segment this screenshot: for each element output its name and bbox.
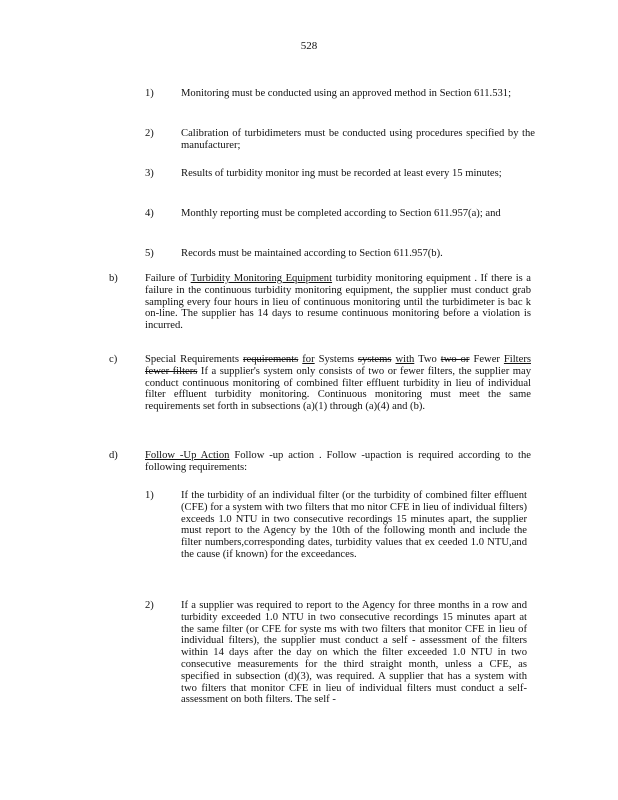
deleted-text: two or bbox=[440, 354, 470, 365]
list-item-number: 5) bbox=[145, 248, 154, 259]
section-d-text: Follow -Up Action Follow -up action . Follow -upaction is required according to the following requirements: bbox=[145, 450, 531, 473]
inserted-text: with bbox=[395, 354, 415, 365]
deleted-text: fewer filters bbox=[145, 365, 198, 377]
page-number: 528 bbox=[300, 40, 318, 52]
section-d-number: d) bbox=[109, 450, 118, 461]
inserted-text: Turbidity Monitoring Equipment bbox=[190, 273, 333, 284]
list-item-text: Monthly reporting must be completed according to Section 611.957(a); and bbox=[181, 208, 501, 219]
inserted-text: Follow -Up Action bbox=[145, 450, 230, 461]
section-c-number: c) bbox=[109, 354, 118, 365]
list-item-number: 2) bbox=[145, 128, 154, 139]
section-b-number: b) bbox=[109, 273, 118, 284]
deleted-text: requirements bbox=[242, 354, 299, 365]
list-item-number: 2) bbox=[145, 600, 154, 611]
list-item-number: 4) bbox=[145, 208, 154, 219]
list-item-number: 1) bbox=[145, 88, 154, 99]
list-item-text: Results of turbidity monitor ing must be recorded at least every 15 minutes; bbox=[181, 168, 502, 179]
inserted-text: Filters bbox=[503, 354, 531, 365]
list-item-text: If a supplier was required to report to the Agency for three months in a row and turbidity exceeded 1.0 NTU in two consecutive recordings 15 minutes apart at the same filter (or CFE for syste ms with two filters that monitor CFE in lieu of individual filters), the supplier must conduct a self - assessment of the filters within 14 days after the day on which the filter exceeded 1.0 NTU in two consecutive measurements for the third straight month, unless a CFE, as specified in subsection (d)(3), was required. A supplier that has a system with two filters that monitor CFE in lieu of individual filters must conduct a self-assessment on both filters. The self - bbox=[181, 600, 527, 706]
list-item-number: 3) bbox=[145, 168, 154, 179]
section-c-text: Special Requirements requirements for Systems systems with Two two or Fewer Filters fewer filters If a supplier's system only consists of two or fewer filters, the supplier may conduct continuous monitoring of combined filter effluent turbidity in lieu of individual filter effluent turbidity monitoring. Continuous monitoring must meet the same requirements set forth in subsections (a)(1) through (a)(4) and (b). bbox=[145, 354, 532, 413]
list-item-text: Records must be maintained according to Section 611.957(b). bbox=[181, 248, 443, 259]
list-item-number: 1) bbox=[145, 490, 154, 501]
list-item-text: Calibration of turbidimeters must be conducted using procedures specified by the manufacturer; bbox=[181, 128, 535, 151]
list-item-text: If the turbidity of an individual filter (or the turbidity of combined filter effluent (CFE) for a system with two filters that mo nitor CFE in lieu of individual filters) exceeds 1.0 NTU in two consecutive recordings 15 minutes apart, the supplier must report to the Agency by the 10th of the following month and include the filter numbers,corresponding dates, turbidity values that ex ceeded 1.0 NTU,and the cause (if known) for the exceedances. bbox=[181, 490, 527, 560]
section-b-text: Failure of Turbidity Monitoring Equipment turbidity monitoring equipment . If there is a failure in the continuous turbidity monitoring equipment, the supplier must conduct grab sampling every four hours in lieu of continuous monitoring until the turbidimeter is bac k on-line. The supplier has 14 days to resume continuous monitoring before a violation is incurred. bbox=[145, 273, 532, 332]
list-item-text: Monitoring must be conducted using an approved method in Section 611.531; bbox=[181, 88, 512, 99]
deleted-text: systems bbox=[357, 354, 392, 365]
inserted-text: for bbox=[302, 354, 315, 365]
